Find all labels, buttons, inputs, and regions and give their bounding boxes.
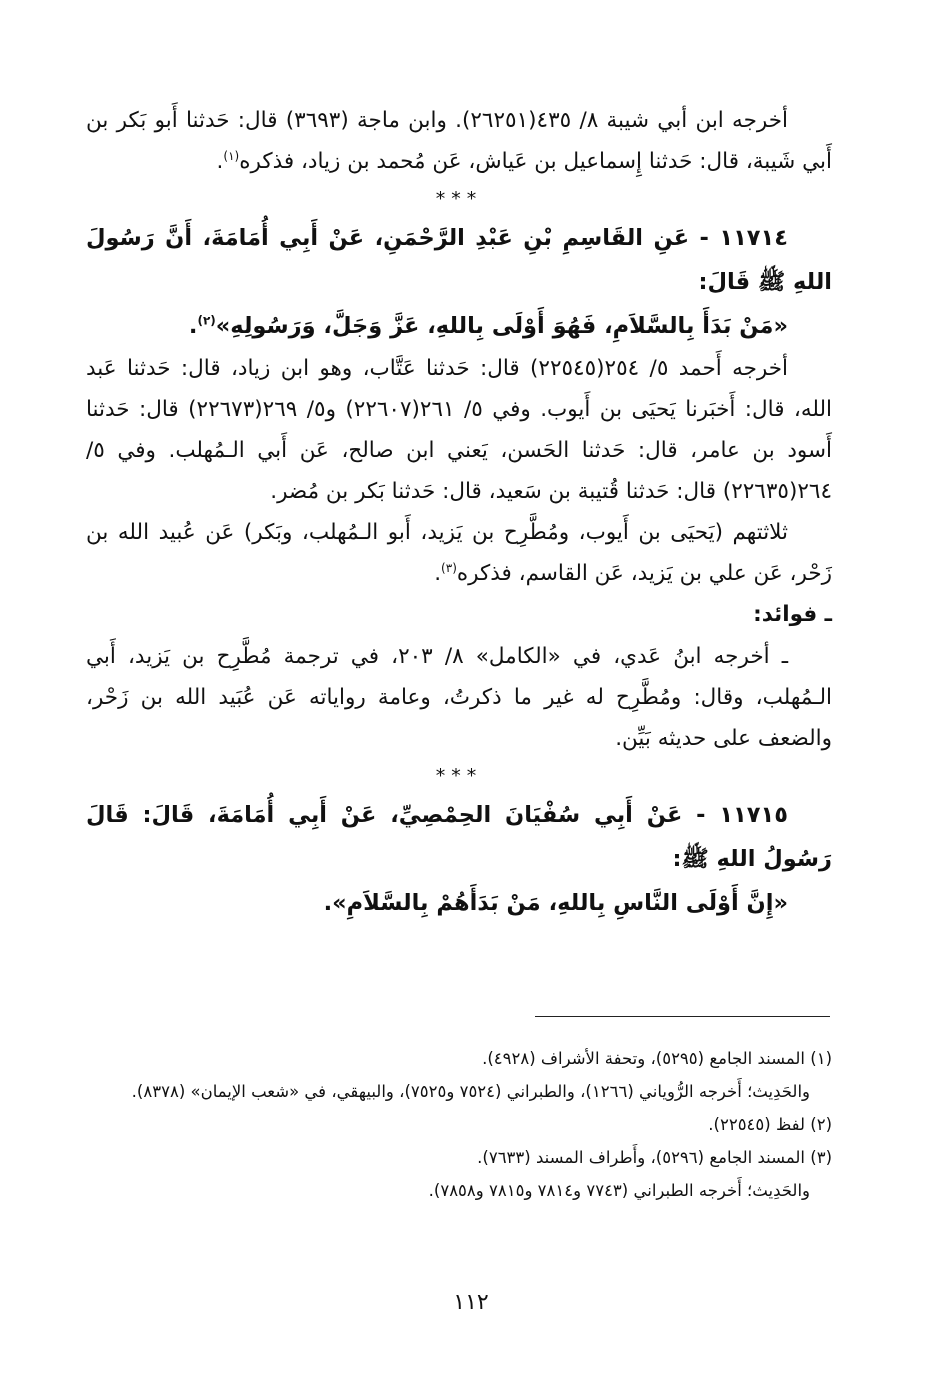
footnote-marker-3: (٣) [441,560,457,575]
hadith-number: ١١٧١٥ - [696,802,788,828]
takhrij-paragraph-2: ثلاثتهم (يَحيَى بن أَيوب، ومُطَّرِح بن يَزيد، أَبو الـمُهلب، وبَكر) عَن عُبيد الله بن زَحْر، عَن علي بن يَزيد، عَن القاسم، فذكره$^{(٣)}$. [86,520,832,586]
main-text [86,100,832,925]
section-separator: *** [435,765,483,787]
hadith-number: ١١٧١٤ - [699,225,789,251]
footnote-3: (٣) المسند الجامع (٥٢٩٦)، وأَطراف المسند (٧٦٣٣). [477,1148,832,1167]
section-separator: *** [435,188,483,210]
footnote-3-continuation: والحَدِيث؛ أَخرجه الطبراني (٧٧٤٣ و٧٨١٤ و٧٨١٥ و٧٨٥٨). [428,1181,810,1200]
footnote-1: (١) المسند الجامع (٥٢٩٥)، وتحفة الأشراف (٤٩٢٨). [482,1049,832,1068]
takhrij-paragraph-1: أخرجه أَحمد ٥/ ٢٥٤(٢٢٥٤٥) قال: حَدثنا عَتَّاب، وهو ابن زياد، قال: حَدثنا عَبد الله، قال: أَخبَرنا يَحيَى بن أَيوب. وفي ٥/ ٢٦١(٢٢٦٠٧) و٥/ ٢٦٩(٢٢٦٧٣) قال: حَدثنا أَسود بن عامر، قال: حَدثنا الحَسن، يَعني ابن صالح، عَن أَبي الـمُهلب. وفي ٥/ ٢٦٤(٢٢٦٣٥) قال: حَدثنا قُتيبة بن سَعيد، قال: حَدثنا بَكر بن مُضر. [86,356,833,504]
fawaid-heading: ـ فوائد: [753,602,832,627]
intro-paragraph: أخرجه ابن أبي شيبة ٨/ ٤٣٥(٢٦٢٥١). وابن ماجة (٣٦٩٣) قال: حَدثنا أَبو بَكر بن أَبي شَيبة، قال: حَدثنا إِسماعيل بن عَياش، عَن مُحمد بن زياد، فذكره$^{(١)}$. [86,108,832,174]
page-number: ١١٢ [453,1290,489,1315]
fawaid-text: ـ أخرجه ابنُ عَدي، في «الكامل» ٨/ ٢٠٣، في ترجمة مُطَّرِح بن يَزيد، أَبي الـمُهلب، وقال: ومُطَّرِح له غير ما ذكرتُ، وعامة رواياته عَن عُبَيد الله بن زَحْر، والضعف على حديثه بَيِّن. [86,644,832,751]
hadith-11715-isnad: ١١٧١٥ - عَنْ أَبِي سُفْيَانَ الحِمْصِيِّ، عَنْ أَبِي أُمَامَةَ، قَالَ: قَالَ رَسُولُ اللهِ ﷺ: [86,802,832,872]
hadith-11714-isnad: ١١٧١٤ - عَنِ القَاسِمِ بْنِ عَبْدِ الرَّحْمَنِ، عَنْ أَبِي أُمَامَةَ، أَنَّ رَسُولَ اللهِ ﷺ قَالَ: [86,225,832,295]
hadith-11715-matn: «إِنَّ أَوْلَى النَّاسِ بِاللهِ، مَنْ بَدَأَهُمْ بِالسَّلاَمِ». [323,890,788,916]
footnote-1-continuation: والحَدِيث؛ أَخرجه الرُّوياني (١٢٦٦)، والطبراني (٧٥٢٤ و٧٥٢٥)، والبيهقي، في «شعب الإيمان» (٨٣٧٨). [131,1082,810,1101]
footnote-marker-1: (١) [223,148,240,163]
footnotes [86,1042,832,1207]
footnote-2: (٢) لفظ (٢٢٥٤٥). [708,1115,832,1134]
hadith-11714-matn: «مَنْ بَدَأَ بِالسَّلاَمِ، فَهُوَ أَوْلَى بِاللهِ، عَزَّ وَجَلَّ، وَرَسُولِهِ»$^{(٢)}$. [188,313,788,339]
footnote-marker-2: (٢) [197,313,216,328]
footnote-divider [535,1016,830,1017]
